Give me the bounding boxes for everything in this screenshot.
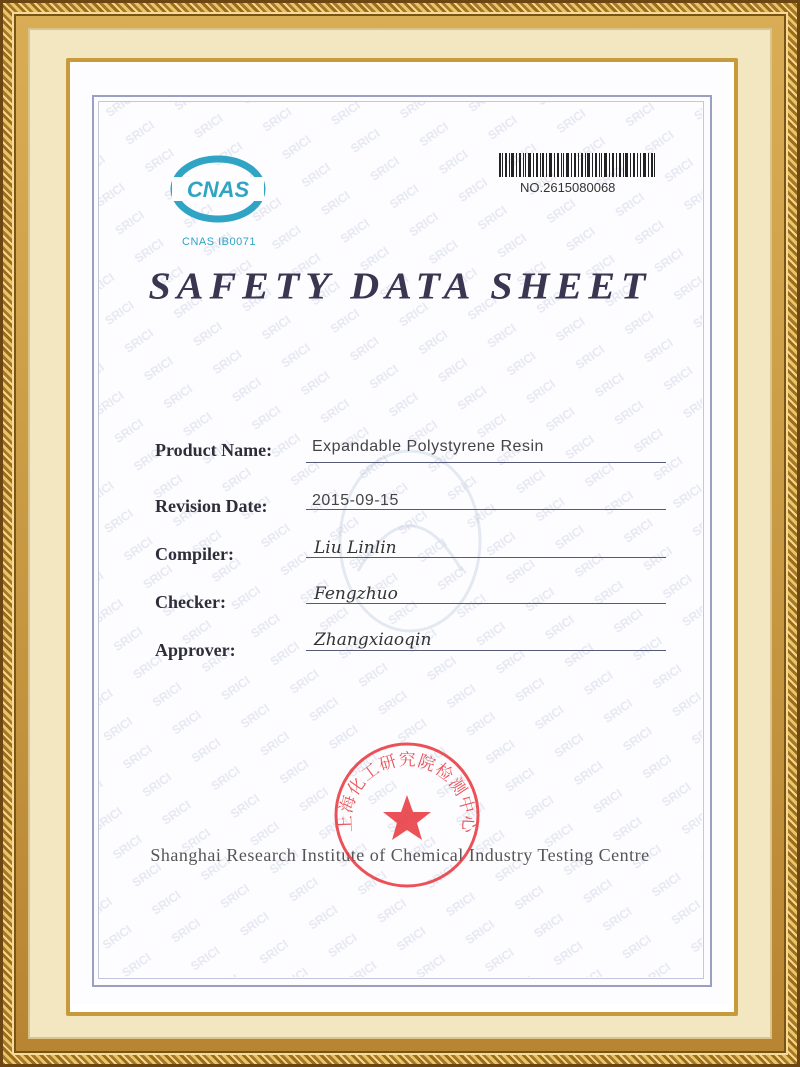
- revision-date-value: 2015-09-15: [312, 492, 399, 509]
- official-stamp: [328, 740, 486, 890]
- product-name-line: [306, 462, 666, 463]
- compiler-label: Compiler:: [155, 544, 234, 564]
- revision-date-line: [306, 509, 666, 510]
- barcode: [499, 153, 655, 177]
- product-name-label: Product Name:: [155, 440, 273, 460]
- compiler-signature: Liu Linlin: [314, 538, 397, 558]
- checker-line: [306, 603, 666, 604]
- approver-line: [306, 650, 666, 651]
- checker-signature: Fengzhuo: [314, 584, 398, 604]
- product-name-value: Expandable Polystyrene Resin: [312, 438, 544, 455]
- institute-name: Shanghai Research Institute of Chemical Industry Testing Centre: [150, 845, 650, 865]
- cnas-logo-text: CNAS: [186, 177, 250, 202]
- checker-label: Checker:: [155, 592, 226, 612]
- approver-label: Approver:: [155, 640, 236, 660]
- compiler-line: [306, 557, 666, 558]
- revision-date-label: Revision Date:: [155, 496, 268, 516]
- stamp-star-icon: [383, 795, 431, 840]
- document-title: SAFETY DATA SHEET: [148, 264, 652, 307]
- accreditation-code: CNAS IB0071: [182, 236, 256, 248]
- approver-signature: Zhangxiaoqin: [314, 630, 432, 650]
- svg-text:上海化工研究院检测中心: 上海化工研究院检测中心: [335, 750, 479, 835]
- cnas-logo: [170, 155, 266, 223]
- report-number: NO.2615080068: [520, 180, 616, 195]
